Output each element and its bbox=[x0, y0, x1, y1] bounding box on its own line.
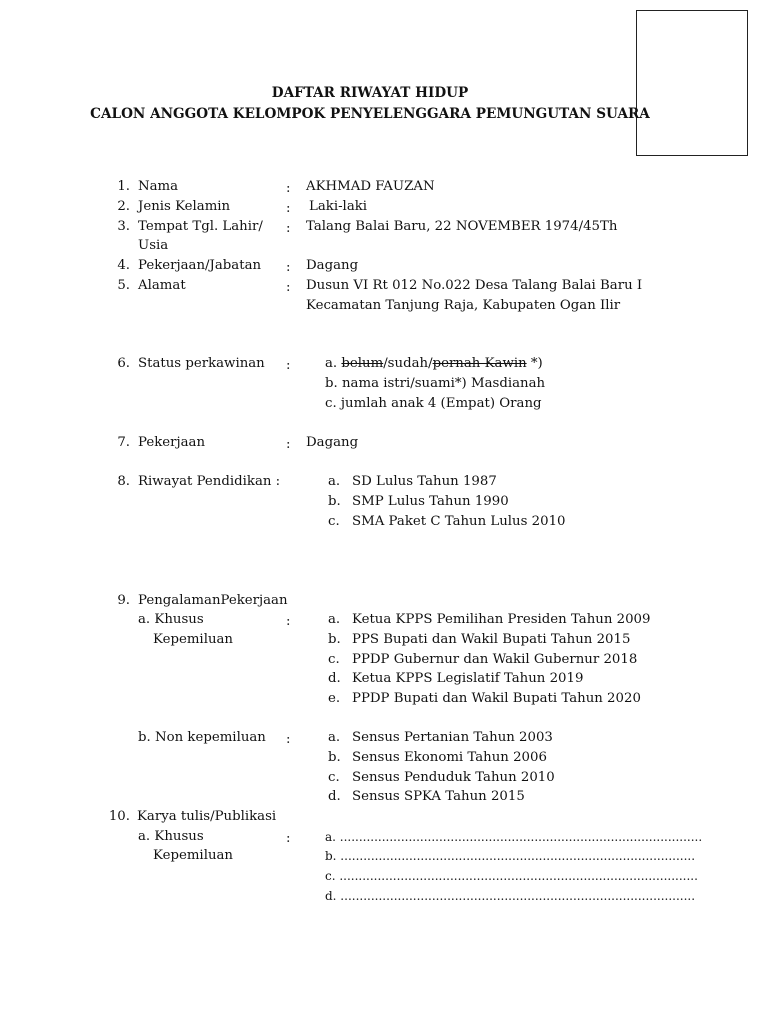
colon: : bbox=[286, 732, 291, 747]
sub-label-kepemiluan: Kepemiluan bbox=[153, 632, 233, 647]
colon: : bbox=[286, 437, 291, 452]
list-item-letter: e. bbox=[328, 691, 341, 706]
document-title: DAFTAR RIWAYAT HIDUP bbox=[271, 85, 469, 101]
item-number: 2. bbox=[117, 199, 130, 214]
struck-option-belum: belum bbox=[341, 356, 384, 371]
list-item: PPS Bupati dan Wakil Bupati Tahun 2015 bbox=[352, 632, 631, 647]
status-option-b: b. nama istri/suami*) Masdianah bbox=[325, 376, 546, 391]
list-item-letter: b. bbox=[328, 494, 341, 509]
field-label-karya-tulis: Karya tulis/Publikasi bbox=[137, 809, 277, 824]
field-label-nama: Nama bbox=[138, 179, 179, 194]
item-number: 4. bbox=[117, 258, 130, 273]
blank-line-item: a. ............................................................................................... bbox=[325, 830, 703, 844]
field-value-pekerjaan: Dagang bbox=[306, 435, 359, 450]
field-value-nama: AKHMAD FAUZAN bbox=[306, 179, 435, 194]
list-item-letter: c. bbox=[328, 770, 340, 785]
blank-line-item: c. .............................................................................................. bbox=[325, 869, 698, 883]
list-item-letter: a. bbox=[328, 612, 341, 627]
list-item: Sensus Ekonomi Tahun 2006 bbox=[352, 750, 547, 765]
list-item: Ketua KPPS Pemilihan Presiden Tahun 2009 bbox=[352, 612, 651, 627]
list-item: PPDP Bupati dan Wakil Bupati Tahun 2020 bbox=[352, 691, 641, 706]
field-label-pengalaman-pekerjaan: PengalamanPekerjaan bbox=[138, 593, 288, 608]
item-number: 9. bbox=[117, 593, 130, 608]
list-item-letter: d. bbox=[328, 789, 341, 804]
colon: : bbox=[286, 280, 291, 295]
field-value-pekerjaan-jabatan: Dagang bbox=[306, 258, 359, 273]
status-option-a: a. belum/sudah/pernah Kawin *) bbox=[325, 356, 543, 371]
colon: : bbox=[286, 181, 291, 196]
list-item-letter: c. bbox=[328, 652, 340, 667]
colon: : bbox=[286, 221, 291, 236]
list-item-letter: a. bbox=[328, 474, 341, 489]
field-value-alamat-line2: Kecamatan Tanjung Raja, Kabupaten Ogan Ilir bbox=[306, 298, 621, 313]
sub-label-khusus: a. Khusus bbox=[138, 829, 204, 844]
list-item: Sensus Pertanian Tahun 2003 bbox=[352, 730, 553, 745]
colon: : bbox=[286, 831, 291, 846]
field-label-ttl-usia: Usia bbox=[138, 238, 169, 253]
field-value-alamat-line1: Dusun VI Rt 012 No.022 Desa Talang Balai Baru I bbox=[306, 278, 643, 293]
field-label-riwayat-pendidikan: Riwayat Pendidikan : bbox=[138, 474, 281, 489]
list-item-letter: a. bbox=[328, 730, 341, 745]
list-item-letter: b. bbox=[328, 632, 341, 647]
document-subtitle: CALON ANGGOTA KELOMPOK PENYELENGGARA PEMUNGUTAN SUARA bbox=[90, 106, 650, 122]
field-label-status-perkawinan: Status perkawinan bbox=[138, 356, 265, 371]
status-option-c: c. jumlah anak 4 (Empat) Orang bbox=[325, 396, 542, 411]
field-label-pekerjaan: Pekerjaan bbox=[138, 435, 206, 450]
struck-option-pernah-kawin: pernah Kawin bbox=[432, 356, 527, 371]
list-item-letter: d. bbox=[328, 671, 341, 686]
blank-line-item: b. ............................................................................................. bbox=[325, 849, 696, 863]
item-number: 1. bbox=[117, 179, 130, 194]
field-value-jenis-kelamin: Laki-laki bbox=[309, 199, 368, 214]
list-item-letter: c. bbox=[328, 514, 340, 529]
item-number: 3. bbox=[117, 219, 130, 234]
item-number: 6. bbox=[117, 356, 130, 371]
colon: : bbox=[286, 201, 291, 216]
sub-label-non-kepemiluan: b. Non kepemiluan bbox=[138, 730, 266, 745]
colon: : bbox=[286, 260, 291, 275]
list-item: SD Lulus Tahun 1987 bbox=[352, 474, 497, 489]
field-label-pekerjaan-jabatan: Pekerjaan/Jabatan bbox=[138, 258, 262, 273]
list-item-letter: b. bbox=[328, 750, 341, 765]
colon: : bbox=[286, 614, 291, 629]
list-item: SMP Lulus Tahun 1990 bbox=[352, 494, 509, 509]
item-number: 5. bbox=[117, 278, 130, 293]
item-number: 8. bbox=[117, 474, 130, 489]
list-item: Sensus Penduduk Tahun 2010 bbox=[352, 770, 555, 785]
colon: : bbox=[286, 358, 291, 373]
list-item: SMA Paket C Tahun Lulus 2010 bbox=[352, 514, 566, 529]
item-number: 10. bbox=[108, 809, 130, 824]
sub-label-khusus: a. Khusus bbox=[138, 612, 204, 627]
list-item: Sensus SPKA Tahun 2015 bbox=[352, 789, 525, 804]
list-item: Ketua KPPS Legislatif Tahun 2019 bbox=[352, 671, 584, 686]
list-item: PPDP Gubernur dan Wakil Gubernur 2018 bbox=[352, 652, 638, 667]
blank-line-item: d. ............................................................................................. bbox=[325, 889, 696, 903]
field-label-jenis-kelamin: Jenis Kelamin bbox=[138, 199, 231, 214]
sub-label-kepemiluan: Kepemiluan bbox=[153, 848, 233, 863]
field-label-alamat: Alamat bbox=[138, 278, 186, 293]
field-label-ttl: Tempat Tgl. Lahir/ bbox=[138, 219, 263, 234]
field-value-ttl: Talang Balai Baru, 22 NOVEMBER 1974/45Th bbox=[306, 219, 618, 234]
item-number: 7. bbox=[117, 435, 130, 450]
